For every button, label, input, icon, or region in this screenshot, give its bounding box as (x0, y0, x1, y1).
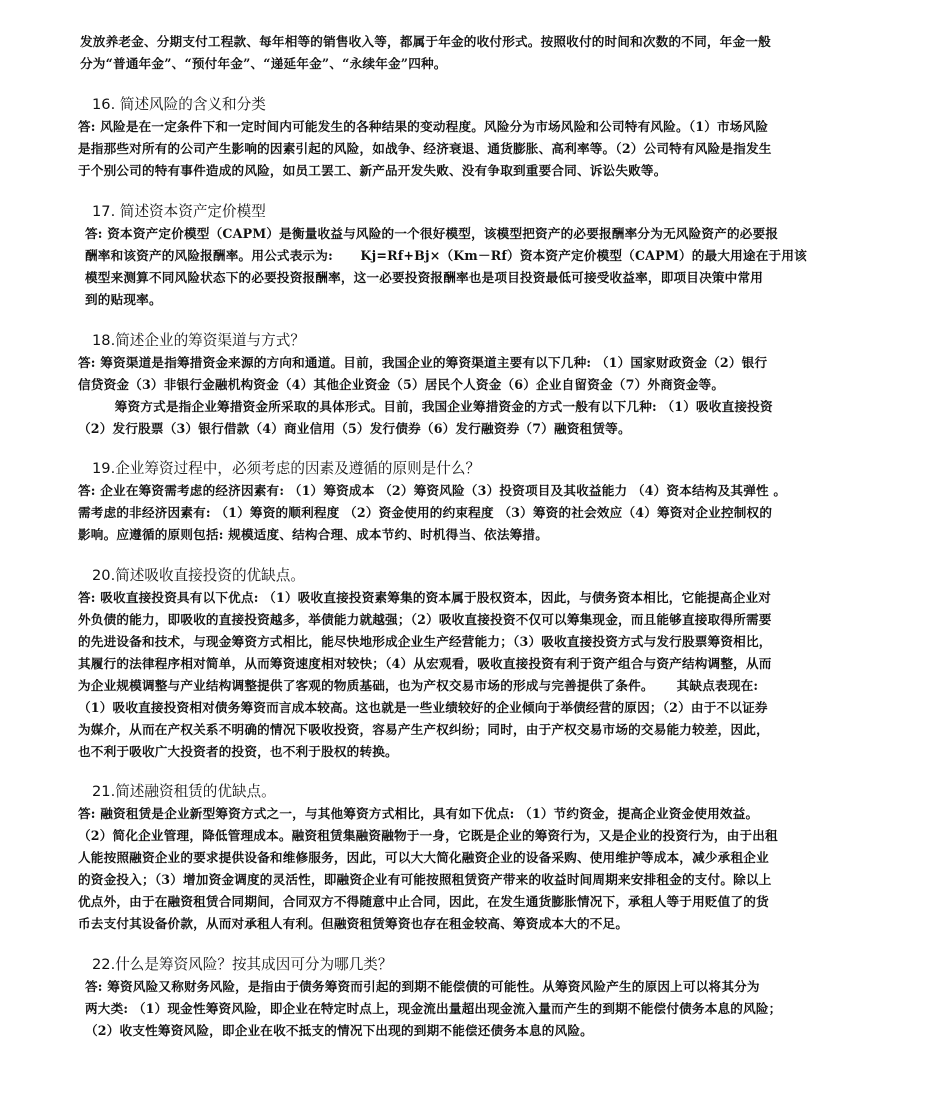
section-21-line: 优点外，由于在融资租赁合同期间，合同双方不得随意中止合同，因此，在发生通货膨胀情况下，承租人等于用贬值了的货 (78, 894, 769, 909)
section-21-line: 人能按照融资企业的要求提供设备和维修服务，因此，可以大大简化融资企业的设备采购、使用维护等成本，减少承租企业 (78, 850, 769, 865)
section-16-line: 是指那些对所有的公司产生影响的因素引起的风险，如战争、经济衰退、通货膨胀、高利率等。（2）公司特有风险是指发生 (78, 141, 772, 156)
section-20-title: 20.简述吸收直接投资的优缺点。 (92, 567, 305, 584)
section-18-line: 答: 筹资渠道是指筹措资金来源的方向和通道。目前，我国企业的筹资渠道主要有以下几种: （1）国家财政资金（2）银行 (78, 355, 768, 370)
section-16-line: 答: 风险是在一定条件下和一定时间内可能发生的各种结果的变动程度。风险分为市场风险和公司特有风险。（1）市场风险 (78, 119, 769, 134)
section-22-line: 答: 筹资风险又称财务风险，是指由于债务筹资而引起的到期不能偿债的可能性。从筹资风险产生的原因上可以将其分为 (85, 979, 760, 994)
section-19-line: 影响。应遵循的原则包括: 规模适度、结构合理、成本节约、时机得当、依法筹措。 (78, 527, 549, 542)
intro-line: 分为“普通年金”、“预付年金”、“递延年金”、“永续年金”四种。 (80, 56, 447, 71)
section-20-line: 答: 吸收直接投资具有以下优点: （1）吸收直接投资素筹集的资本属于股权资本，因此，与债务资本相比，它能提高企业对 (78, 590, 772, 605)
section-18-title: 18.简述企业的筹资渠道与方式？ (92, 332, 305, 349)
section-18-line: 筹资方式是指企业筹措资金所采取的具体形式。目前，我国企业筹措资金的方式一般有以下几种: （1）吸收直接投资 (78, 399, 773, 414)
section-20-line: 为企业规模调整与产业结构调整提供了客观的物质基础，也为产权交易市场的形成与完善提供了条件。 其缺点表现在: (78, 678, 759, 693)
intro-line: 发放养老金、分期支付工程款、每年相等的销售收入等，都属于年金的收付形式。按照收付的时间和次数的不同，年金一般 (80, 34, 771, 49)
section-17-line: 答: 资本资产定价模型（CAPM）是衡量收益与风险的一个很好模型，该模型把资产的必要报酬率分为无风险资产的必要报 (85, 226, 779, 241)
section-21-line: 答: 融资租赁是企业新型筹资方式之一，与其他筹资方式相比，具有如下优点: （1）节约资金，提高企业资金使用效益。 (78, 806, 759, 821)
section-21-line: （2）简化企业管理，降低管理成本。融资租赁集融资融物于一身，它既是企业的筹资行为，又是企业的投资行为，由于出租 (78, 828, 778, 843)
section-16-line: 于个别公司的特有事件造成的风险，如员工罢工、新产品开发失败、没有争取到重要合同、诉讼失败等。 (78, 163, 667, 178)
section-19-line: 答: 企业在筹资需考虑的经济因素有: （1）筹资成本 （2）筹资风险（3）投资项目及其收益能力 （4）资本结构及其弹性 。 (78, 483, 787, 498)
section-21-line: 的资金投入；（3）增加资金调度的灵活性，即融资企业有可能按照租赁资产带来的收益时间周期来安排租金的支付。除以上 (78, 872, 772, 887)
section-22-line: （2）收支性筹资风险，即企业在收不抵支的情况下出现的到期不能偿还债务本息的风险。 (85, 1023, 593, 1038)
section-20-line: 外负债的能力，即吸收的直接投资越多，举债能力就越强；（2）吸收直接投资不仅可以筹集现金，而且能够直接取得所需要 (78, 612, 772, 627)
section-20-line: （1）吸收直接投资相对债务筹资而言成本较高。这也就是一些业绩较好的企业倾向于举债经营的原因；（2）由于不以证券 (78, 700, 768, 715)
section-20-line: 为媒介，从而在产权关系不明确的情况下吸收投资，容易产生产权纠纷；同时，由于产权交易市场的交易能力较差，因此， (78, 722, 769, 737)
section-21-line: 币去支付其设备价款，从而对承租人有利。但融资租赁筹资也存在租金较高、筹资成本大的不足。 (78, 916, 629, 931)
section-18-line: 信贷资金（3）非银行金融机构资金（4）其他企业资金（5）居民个人资金（6）企业自留资金（7）外商资金等。 (78, 377, 725, 392)
section-19-title: 19.企业筹资过程中，必须考虑的因素及遵循的原则是什么？ (92, 460, 481, 477)
section-17-line: 模型来测算不同风险状态下的必要投资报酬率，这一必要投资报酬率也是项目投资最低可接受收益率，即项目决策中常用 (85, 270, 764, 285)
section-18-line: （2）发行股票（3）银行借款（4）商业信用（5）发行债券（6）发行融资券（7）融资租赁等。 (78, 421, 631, 436)
section-17-line: 酬率和该资产的风险报酬率。用公式表示为: Kj=Rf+Bj×（Km－Rf）资本资产定价模型（CAPM）的最大用途在于用该 (85, 248, 807, 263)
section-20-line: 其履行的法律程序相对简单，从而筹资速度相对较快；（4）从宏观看，吸收直接投资有利于资产组合与资产结构调整，从而 (78, 656, 772, 671)
section-21-title: 21.简述融资租赁的优缺点。 (92, 783, 276, 800)
section-20-line: 的先进设备和技术，与现金筹资方式相比，能尽快地形成企业生产经营能力；（3）吸收直接投资方式与发行股票筹资相比， (78, 634, 772, 649)
section-16-title: 16. 简述风险的含义和分类 (92, 96, 266, 113)
section-19-line: 需考虑的非经济因素有: （1）筹资的顺利程度 （2）资金使用的约束程度 （3）筹资的社会效应（4）筹资对企业控制权的 (78, 505, 773, 520)
section-22-line: 两大类: （1）现金性筹资风险，即企业在特定时点上，现金流出量超出现金流入量而产生的到期不能偿付债务本息的风险； (85, 1001, 782, 1016)
section-20-line: 也不利于吸收广大投资者的投资，也不利于股权的转换。 (78, 744, 398, 759)
section-17-title: 17. 简述资本资产定价模型 (92, 203, 266, 220)
section-22-title: 22.什么是筹资风险？按其成因可分为哪几类？ (92, 956, 393, 973)
section-17-line: 到的贴现率。 (85, 292, 162, 307)
